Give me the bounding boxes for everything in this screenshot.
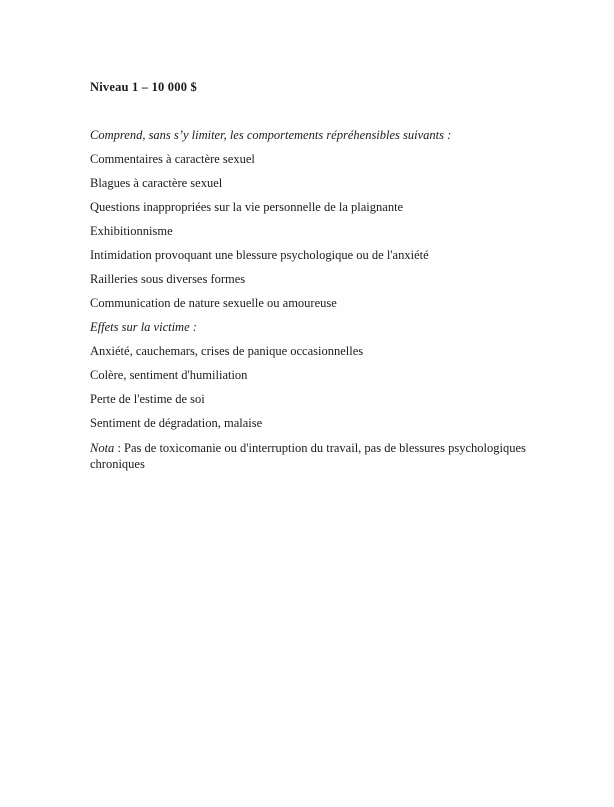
document-title: Niveau 1 – 10 000 $ xyxy=(90,80,197,94)
effects-section-intro: Effets sur la victime : xyxy=(90,320,197,334)
effect-item: Anxiété, cauchemars, crises de panique occasionnelles xyxy=(90,344,364,358)
behaviors-section-intro: Comprend, sans s’y limiter, les comportements répréhensibles suivants : xyxy=(90,128,452,142)
nota-label: Nota xyxy=(90,441,115,455)
behavior-item: Intimidation provoquant une blessure psychologique ou de l'anxiété xyxy=(90,248,429,262)
nota-paragraph xyxy=(90,440,530,472)
nota-text-line2: chroniques xyxy=(90,457,145,471)
effect-item: Sentiment de dégradation, malaise xyxy=(90,416,263,430)
behavior-item: Railleries sous diverses formes xyxy=(90,272,246,286)
effect-item: Colère, sentiment d'humiliation xyxy=(90,368,248,382)
behavior-item: Communication de nature sexuelle ou amoureuse xyxy=(90,296,337,310)
document-content xyxy=(90,80,530,472)
effect-item: Perte de l'estime de soi xyxy=(90,392,205,406)
behavior-item: Exhibitionnisme xyxy=(90,224,173,238)
behavior-item: Blagues à caractère sexuel xyxy=(90,176,223,190)
behavior-item: Questions inappropriées sur la vie personnelle de la plaignante xyxy=(90,200,404,214)
behavior-item: Commentaires à caractère sexuel xyxy=(90,152,255,166)
nota-text-line1: : Pas de toxicomanie ou d'interruption du travail, pas de blessures psychologiques xyxy=(114,441,526,455)
